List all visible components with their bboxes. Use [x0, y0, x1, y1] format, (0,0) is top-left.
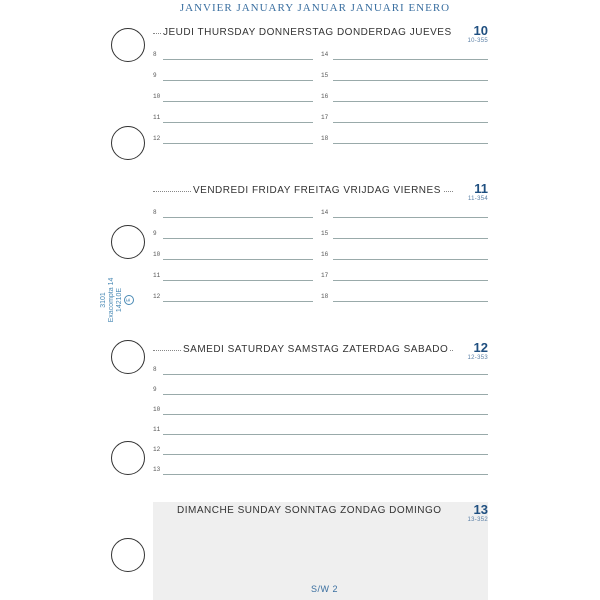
hour-label: 12 [153, 135, 161, 142]
brand-ref: 14210E [116, 287, 123, 313]
hour-label: 12 [153, 293, 161, 300]
hour-label: 11 [153, 272, 161, 279]
brand-name: Exacompta 14 [108, 277, 115, 323]
day-number: 13 [473, 502, 488, 517]
brand-code: 3101 [100, 292, 107, 308]
hour-label: 9 [153, 72, 157, 79]
hour-label: 11 [153, 426, 161, 433]
hour-label: 8 [153, 51, 157, 58]
binder-hole [111, 441, 145, 475]
day-sunday[interactable] [153, 502, 488, 600]
write-line [333, 80, 488, 81]
write-line [333, 122, 488, 123]
hour-row[interactable] [153, 47, 488, 67]
day-count: 10-355 [467, 38, 488, 44]
hour-row[interactable] [153, 289, 488, 309]
write-line [163, 80, 313, 81]
binder-hole [111, 126, 145, 160]
hour-row[interactable] [153, 131, 488, 151]
day-number: 10 [473, 23, 488, 38]
hour-label: 14 [321, 209, 329, 216]
write-line [163, 101, 313, 102]
write-line [333, 143, 488, 144]
hour-label: 15 [321, 230, 329, 237]
hour-row[interactable] [153, 68, 488, 88]
day-names: SAMEDI SATURDAY SAMSTAG ZATERDAG SABADO [183, 344, 449, 355]
hour-row[interactable] [153, 89, 488, 109]
day-names: DIMANCHE SUNDAY SONNTAG ZONDAG DOMINGO [177, 505, 442, 516]
hour-label: 17 [321, 272, 329, 279]
write-line [333, 238, 488, 239]
write-line [333, 280, 488, 281]
hour-label: 13 [153, 466, 161, 473]
day-names: JEUDI THURSDAY DONNERSTAG DONDERDAG JUEVES [163, 27, 452, 38]
write-line [163, 238, 313, 239]
hour-label: 16 [321, 251, 329, 258]
day-count: 12-353 [467, 355, 488, 361]
week-label: S/W 2 [311, 584, 339, 594]
hour-label: 11 [153, 114, 161, 121]
write-line [163, 454, 488, 455]
day-header [153, 340, 488, 361]
hour-row[interactable] [153, 110, 488, 130]
hour-row[interactable] [153, 382, 488, 402]
binder-hole [111, 340, 145, 374]
day-count: 11-354 [467, 196, 488, 202]
binder-hole [111, 225, 145, 259]
day-count: 13-352 [467, 517, 488, 523]
write-line [163, 301, 313, 302]
hour-row[interactable] [153, 402, 488, 422]
hour-row[interactable] [153, 462, 488, 482]
write-line [333, 259, 488, 260]
hour-label: 10 [153, 93, 161, 100]
hour-label: 8 [153, 209, 157, 216]
hour-label: 9 [153, 230, 157, 237]
hour-label: 16 [321, 93, 329, 100]
day-names: VENDREDI FRIDAY FREITAG VRIJDAG VIERNES [193, 185, 441, 196]
write-line [163, 394, 488, 395]
hour-label: 10 [153, 406, 161, 413]
hour-label: 14 [321, 51, 329, 58]
write-line [333, 101, 488, 102]
day-number: 11 [474, 181, 488, 196]
write-line [163, 143, 313, 144]
binder-hole [111, 538, 145, 572]
day-header [153, 23, 488, 44]
month-header: JANVIER JANUARY JANUAR JANUARI ENERO [179, 2, 451, 14]
hour-row[interactable] [153, 362, 488, 382]
hour-label: 15 [321, 72, 329, 79]
hour-row[interactable] [153, 226, 488, 246]
hour-label: 10 [153, 251, 161, 258]
day-header [153, 181, 488, 202]
write-line [163, 374, 488, 375]
day-number: 12 [473, 340, 488, 355]
write-line [163, 217, 313, 218]
hour-label: 8 [153, 366, 157, 373]
hour-row[interactable] [153, 268, 488, 288]
write-line [333, 301, 488, 302]
write-line [163, 280, 313, 281]
hour-row[interactable] [153, 442, 488, 462]
hour-label: 9 [153, 386, 157, 393]
hour-label: 18 [321, 135, 329, 142]
binder-hole [111, 28, 145, 62]
write-line [333, 217, 488, 218]
hour-label: 17 [321, 114, 329, 121]
write-line [333, 59, 488, 60]
hour-row[interactable] [153, 205, 488, 225]
brand-imprint [100, 270, 160, 330]
write-line [163, 474, 488, 475]
hour-label: 12 [153, 446, 161, 453]
hour-row[interactable] [153, 247, 488, 267]
write-line [163, 122, 313, 123]
hour-label: 18 [321, 293, 329, 300]
write-line [163, 59, 313, 60]
write-line [163, 259, 313, 260]
write-line [163, 414, 488, 415]
hour-row[interactable] [153, 422, 488, 442]
brand-logo-icon: E [124, 295, 134, 305]
write-line [163, 434, 488, 435]
